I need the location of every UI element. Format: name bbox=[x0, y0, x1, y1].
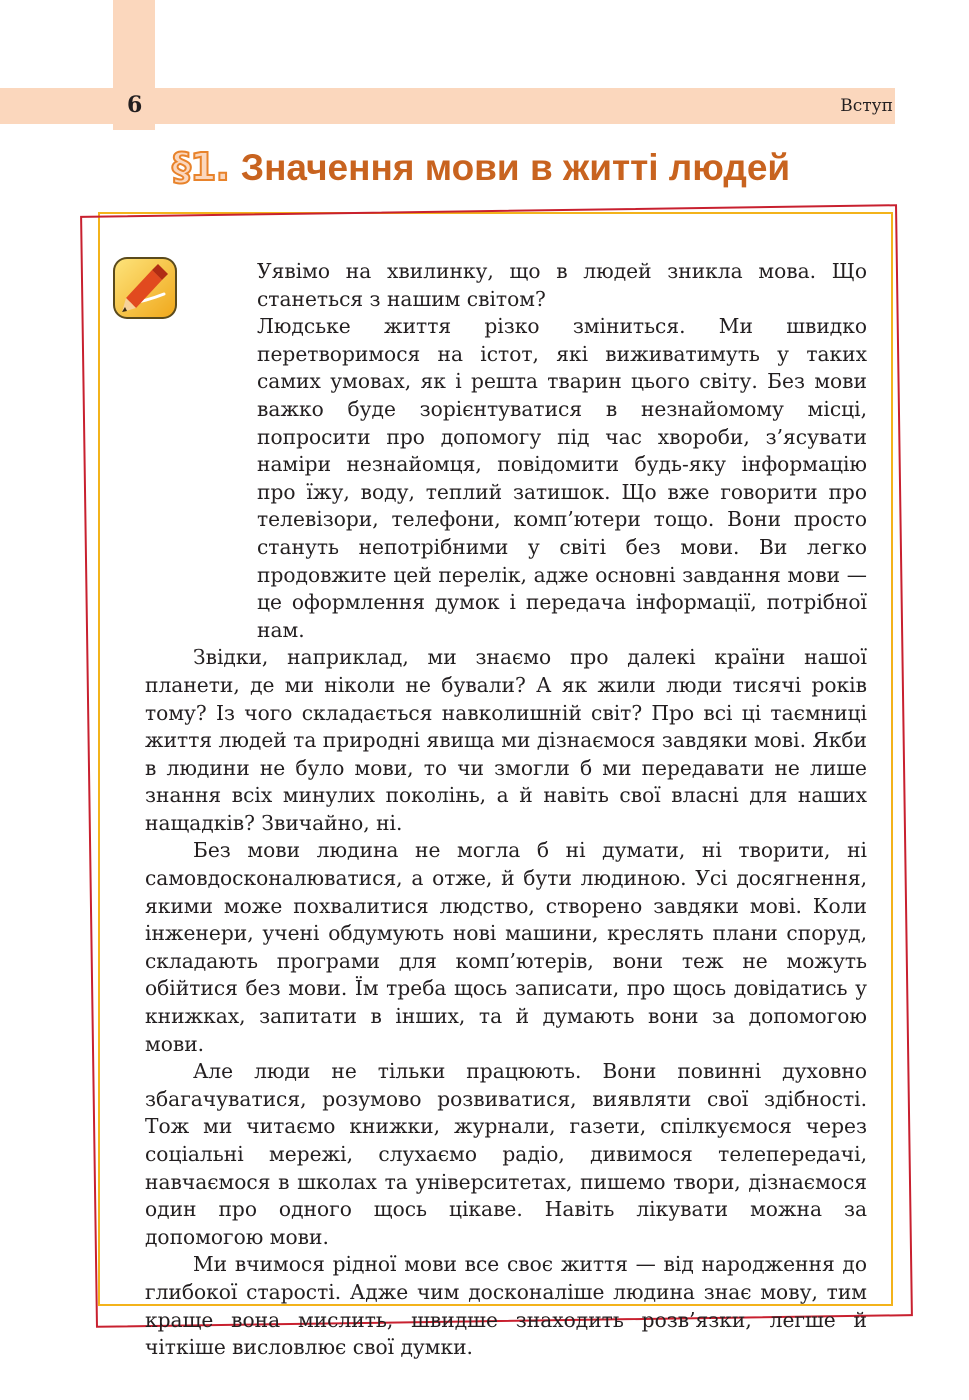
page-title bbox=[172, 145, 790, 189]
page-number: 6 bbox=[127, 92, 143, 118]
paragraph-3: Звідки, наприклад, ми знаємо про далекі країни нашої планети, де ми ніколи не бували? А як жили люди тисячі років тому? Із чого складається навколишній світ? Про всі ці таємниці життя людей та природні явища ми дізнаємося завдяки мові. Якби в людини не було мови, то чи змогли б ми передавати не лише знання всіх минулих поколінь, а й навіть свої власні для наших нащадків? Звичайно, ні. bbox=[145, 645, 867, 835]
paragraph-5: Але люди не тільки працюють. Вони повинні духовно збагачуватися, розумово розвиватися, виявляти свої здібності. Тож ми читаємо книжки, журнали, газети, спілкуємося через соціальні мережі, слухаємо радіо, дивимося телепередачі, навчаємося в школах та університетах, пишемо твори, дізнаємося один про одного щось цікаве. Навіть лікувати можна за допомогою мови. bbox=[145, 1059, 867, 1249]
paragraph-number: §1. bbox=[172, 145, 229, 189]
paragraph-4: Без мови людина не могла б ні думати, ні творити, ні самовдосконалюватися, а отже, й бути людиною. Усі досягнення, якими може похвалитися людство, створено завдяки мові. Коли інженери, учені обдумують нові машини, креслять плани споруд, складають програми для комп’ютерів, вони теж не можуть обійтися без мови. Їм треба щось записати, про щось довідатись у книжках, запитати в інших, та й думають вони за допомогою мови. bbox=[145, 838, 867, 1056]
paragraph-1: Уявімо на хвилинку, що в людей зникла мова. Що станеться з нашим світом? bbox=[257, 259, 867, 311]
title-text: Значення мови в житті людей bbox=[240, 147, 791, 188]
text-body bbox=[145, 258, 867, 1362]
paragraph-6: Ми вчимося рідної мови все своє життя — від народження до глибокої старості. Адже чим досконаліше людина знає мову, тим краще вона мислить, швидше знаходить розв’язки, легше й чіткіше висловлює свої думки. bbox=[145, 1252, 867, 1360]
paragraph-2: Людське життя різко зміниться. Ми швидко перетворимося на істот, які виживатимуть у таких самих умовах, як і решта тварин цього світу. Без мови важко буде зорієнтуватися в незнайомому місці, попросити про допомогу під час хвороби, з’ясувати наміри незнайомця, повідомити будь-яку інформацію про їжу, воду, теплий затишок. Що вже говорити про телевізори, телефони, комп’ютери тощо. Вони просто стануть непотрібними у світі без мови. Ви легко продовжите цей перелік, адже основні завдання мови — це оформлення думок і передача інформації, потрібної нам. bbox=[257, 314, 867, 642]
section-name: Вступ bbox=[840, 96, 893, 116]
